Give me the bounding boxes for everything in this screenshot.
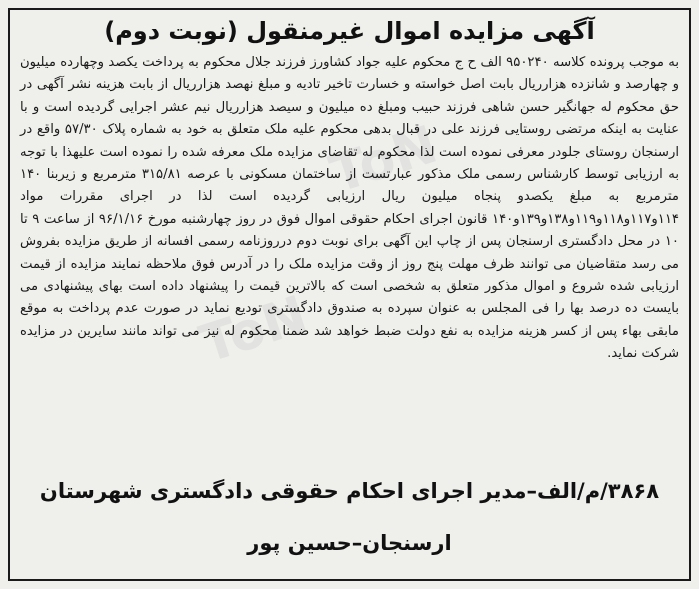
watermark: ToN	[193, 284, 315, 376]
signature-line: ۳۸۶۸/م/الف–مدیر اجرای احکام حقوقی دادگستری شهرستان	[39, 479, 660, 503]
notice-title: آگهی مزایده اموال غیرمنقول (نوبت دوم)	[104, 17, 595, 45]
watermark: ToN	[323, 114, 445, 206]
signature-name: ارسنجان–حسین پور	[247, 531, 452, 555]
notice-body: به موجب پرونده کلاسه ۹۵۰۲۴۰ الف ح ج محکوم علیه جواد کشاورز فرزند جلال محکوم به پرداخت یکصد وچهارده میلیون و چهارصد و شانزده هزارریال بابت اصل خواسته و خسارت تاخیر تادیه و مبلغ نهصد هزارریال از بابت هزینه نشر آگهی در حق محکوم له جهانگیر حسن شاهی فرزند حبیب ومبلغ ده میلیون و سیصد هزارریال نیم عشر اجرایی گردیده است و با عنایت به اینکه مرتضی روستایی فرزند علی در قبال بدهی محکوم علیه ملک متعلق به خود به شماره پلاک ۵۷/۳۰ واقع در ارسنجان روستای جلودر معرفی نموده است لذا محکوم له تقاضای مزایده ملک معرفه شده را نموده است علیهذا با توجه به ارزیابی توسط کارشناس رسمی ملک مذکور عبارتست از ساختمان مسکونی با عرصه ۳۱۵/۸۱ مترمربع و زیربنا ۱۴۰ مترمربع به مبلغ یکصدو پنجاه میلیون ریال ارزیابی گردیده است لذا در اجرای مقررات مواد ۱۱۴و۱۱۷و۱۱۸و۱۱۹و۱۳۸و۱۳۹و۱۴۰ قانون اجرای احکام حقوقی اموال فوق در روز چهارشنبه مورخ ۹۶/۱/۱۶ از ساعت ۹ تا ۱۰ در محل دادگستری ارسنجان پس از چاپ این آگهی برای نوبت دوم درروزنامه رسمی افسانه از طریق مزایده بفروش می رسد متقاضیان می توانند ظرف مهلت پنج روز از وقت مزایده ملک را در آدرس فوق ملاحظه نمایند مزایده از قیمت ارزیابی شده شروع و اموال مذکور متعلق به شخصی است که بالاترین قیمت را پیشنهاد داده است بهای پیشنهادی می بایست ده درصد بها را فی المجلس به عنوان سپرده به صندوق دادگستری تودیع نماید در صورت عدم پرداخت به موقع مابقی بهاء پس از کسر هزینه مزایده به نفع دولت ضبط خواهد شد ضمنا محکوم له نیز می تواند مانند سایرین در مزایده شرکت نماید.	[20, 55, 680, 362]
